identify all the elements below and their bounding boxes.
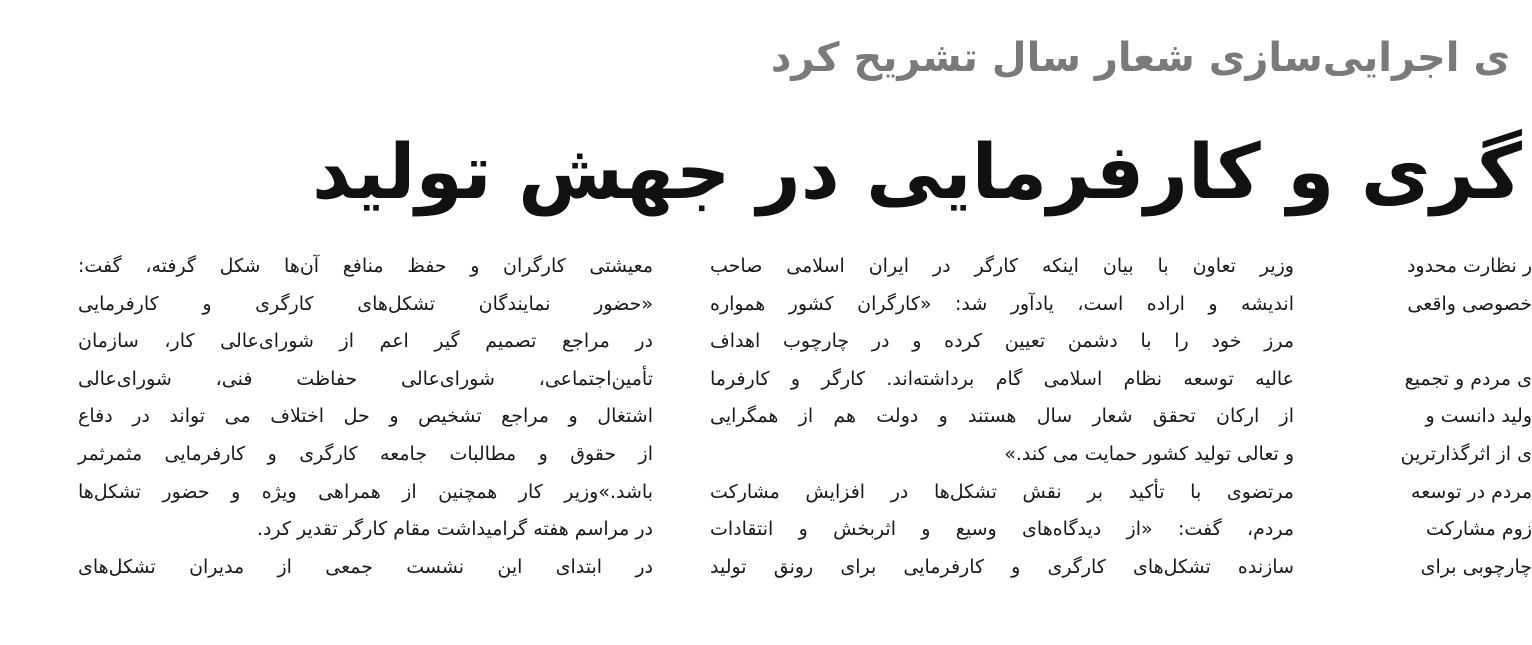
text-column-left	[78, 248, 653, 586]
column-line: عالیه توسعه نظام اسلامی گام برداشته‌اند. کارگر و کارفرما	[710, 367, 1294, 390]
column-line: ر نظارت محدود	[1406, 255, 1532, 277]
column-line: «حضور نمایندگان تشکل‌های کارگری و کارفرمایی	[78, 292, 653, 315]
article-kicker: ی اجرایی‌سازی شعار سال تشریح کرد	[770, 35, 1510, 81]
column-line: وزیر تعاون با بیان اینکه کارگر در ایران اسلامی صاحب	[710, 255, 1294, 277]
column-line: مرز خود را با دشمن تعیین کرده و در چارچوب اهداف	[710, 330, 1294, 353]
column-line: در مراجع تصمیم گیر اعم از شورای‌عالی کار، سازمان	[78, 330, 653, 353]
column-line: تأمین‌اجتماعی، شورای‌عالی حفاظت فنی، شورای‌عالی	[78, 367, 653, 390]
column-line: ی از اثرگذارترین	[1400, 442, 1532, 465]
column-line: ی مردم و تجمیع	[1404, 367, 1532, 390]
column-line: و تعالی تولید کشور حمایت می کند.»	[1004, 442, 1294, 465]
column-line: در ابتدای این نشست جمعی از مدیران تشکل‌های	[78, 555, 653, 578]
column-line: اندیشه و اراده است، یادآور شد: «کارگران کشور همواره	[710, 292, 1294, 315]
column-line: ولید دانست و	[1425, 405, 1532, 428]
column-line: مرتضوی با تأکید بر نقش تشکل‌ها در افزایش مشارکت	[710, 480, 1294, 503]
text-column-middle	[710, 248, 1294, 586]
text-column-right	[1342, 248, 1532, 586]
column-line: در مراسم هفته گرامیداشت مقام کارگر تقدیر کرد.	[256, 518, 653, 541]
column-line: چارچوبی برای	[1420, 555, 1532, 578]
column-line: از ارکان تحقق شعار سال هستند و دولت هم از همگرایی	[710, 405, 1294, 428]
article-headline: گری و کارفرمایی در جهش تولید	[312, 127, 1522, 216]
column-line: باشد.»وزیر کار همچنین از همراهی ویژه و حضور تشکل‌ها	[78, 480, 653, 503]
column-line: مردم، گفت: «از دیدگاه‌های وسیع و اثربخش و انتقادات	[710, 518, 1294, 541]
column-line: خصوصی واقعی	[1407, 292, 1532, 315]
column-line	[1342, 323, 1532, 361]
column-line: از حقوق و مطالبات جامعه کارگری و کارفرمایی مثمرثمر	[78, 442, 653, 465]
column-line: مردم در توسعه	[1411, 480, 1532, 503]
column-line: زوم مشارکت	[1426, 518, 1532, 541]
column-line: معیشتی کارگران و حفظ منافع آن‌ها شکل گرفته، گفت:	[78, 255, 653, 277]
column-line: اشتغال و مراجع تشخیص و حل اختلاف می تواند در دفاع	[78, 405, 653, 428]
column-line: سازنده تشکل‌های کارگری و کارفرمایی برای رونق تولید	[710, 555, 1294, 578]
